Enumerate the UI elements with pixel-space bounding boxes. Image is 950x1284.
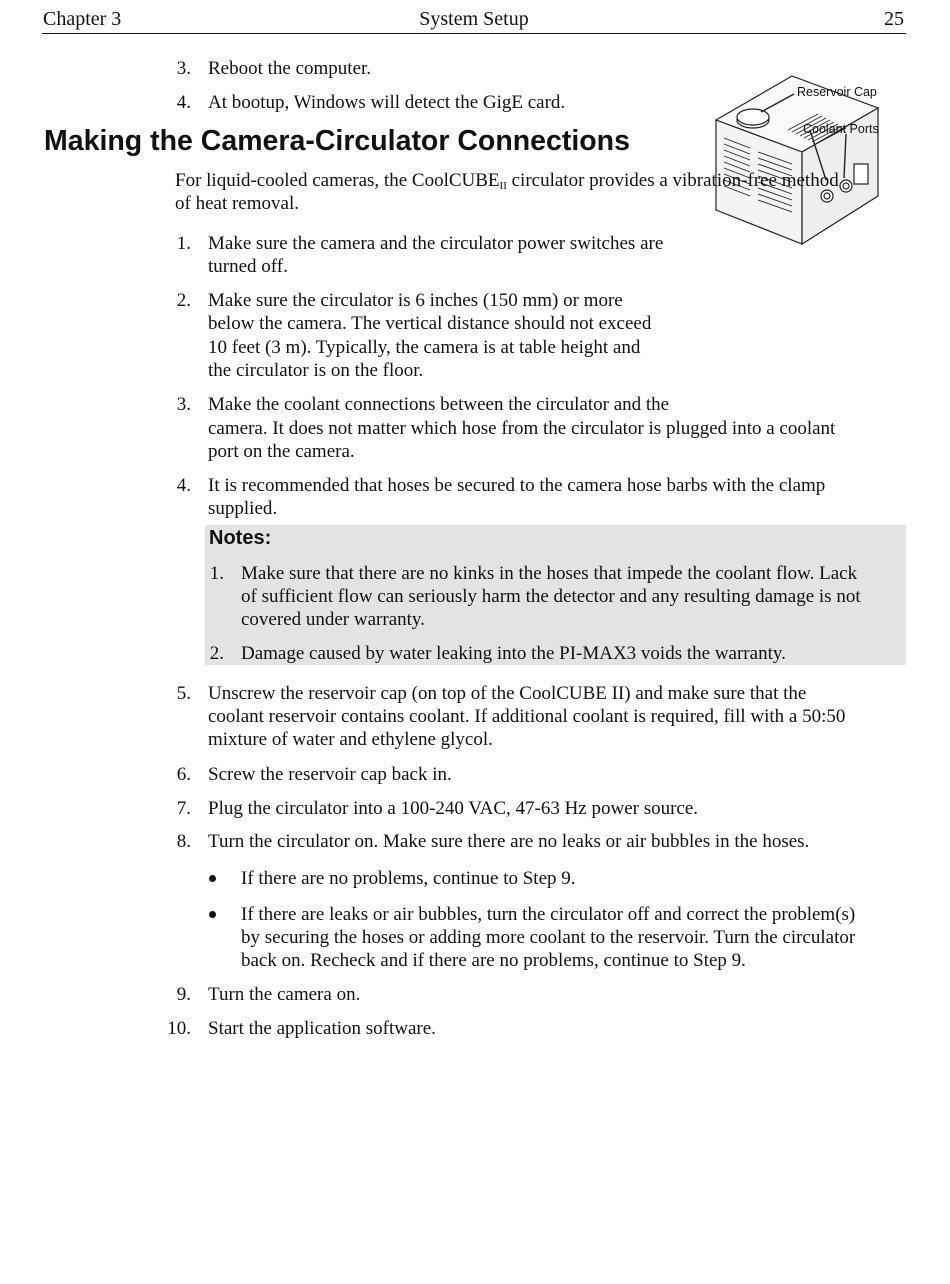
bullet-icon [208, 910, 218, 920]
step-number: 9. [176, 984, 191, 1005]
step-number: 1. [176, 233, 191, 254]
step-number: 7. [176, 798, 191, 819]
step-line: port on the camera. [208, 441, 355, 462]
step-text: At bootup, Windows will detect the GigE card. [208, 92, 566, 113]
header-chapter: Chapter 3 [43, 8, 122, 30]
header-page-number: 25 [884, 8, 904, 30]
step-number: 3. [176, 58, 191, 79]
intro-paragraph-line [175, 169, 839, 192]
step-line: Unscrew the reservoir cap (on top of the CoolCUBE II) and make sure that the [208, 683, 807, 704]
step-number: 8. [176, 831, 191, 852]
note-line: Damage caused by water leaking into the PI-MAX3 voids the warranty. [241, 643, 786, 664]
coolcube-circulator-illustration [706, 68, 892, 248]
note-line: Make sure that there are no kinks in the hoses that impede the coolant flow. Lack [241, 563, 858, 584]
bullet-line: If there are leaks or air bubbles, turn the circulator off and correct the problem(s) [241, 904, 856, 925]
step-number: 6. [176, 764, 191, 785]
step-line: Make sure the circulator is 6 inches (150 mm) or more [208, 290, 623, 311]
bullet-line: back on. Recheck and if there are no problems, continue to Step 9. [241, 950, 746, 971]
header-section-title: System Setup [419, 8, 529, 30]
step-number: 4. [176, 92, 191, 113]
step-line: below the camera. The vertical distance should not exceed [208, 313, 652, 334]
step-line: Make sure the camera and the circulator power switches are [208, 233, 664, 254]
figure-label-coolant-ports: Coolant Ports [803, 122, 879, 136]
note-number: 1. [209, 563, 224, 584]
step-line: Turn the camera on. [208, 984, 361, 1005]
step-number: 2. [176, 290, 191, 311]
bullet-line: If there are no problems, continue to Step 9. [241, 868, 576, 889]
step-line: mixture of water and ethylene glycol. [208, 729, 493, 750]
step-line: Turn the circulator on. Make sure there are no leaks or air bubbles in the hoses. [208, 831, 810, 852]
running-header [42, 7, 906, 34]
step-line: camera. It does not matter which hose from the circulator is plugged into a coolant [208, 418, 836, 439]
note-number: 2. [209, 643, 224, 664]
bullet-icon [208, 874, 218, 884]
step-line: Start the application software. [208, 1018, 436, 1039]
step-line: Plug the circulator into a 100-240 VAC, 47-63 Hz power source. [208, 798, 699, 819]
section-heading: Making the Camera-Circulator Connections [44, 125, 630, 157]
step-line: Make the coolant connections between the circulator and the [208, 394, 670, 415]
intro-subscript: II [499, 180, 507, 192]
notes-title: Notes: [209, 527, 272, 549]
step-number: 4. [176, 475, 191, 496]
step-line: the circulator is on the floor. [208, 360, 424, 381]
bullet-line: by securing the hoses or adding more coolant to the reservoir. Turn the circulator [241, 927, 856, 948]
step-line: turned off. [208, 256, 288, 277]
intro-text: circulator provides a vibration-free method [506, 170, 839, 191]
intro-text: For liquid-cooled cameras, the CoolCUBE [175, 170, 500, 191]
step-line: It is recommended that hoses be secured to the camera hose barbs with the clamp [208, 475, 826, 496]
figure-label-reservoir-cap: Reservoir Cap [797, 85, 877, 99]
note-line: covered under warranty. [241, 609, 425, 630]
step-line: supplied. [208, 498, 278, 519]
step-number: 10. [167, 1018, 191, 1039]
note-line: of sufficient flow can seriously harm the detector and any resulting damage is not [241, 586, 861, 607]
step-text: Reboot the computer. [208, 58, 372, 79]
step-line: 10 feet (3 m). Typically, the camera is at table height and [208, 337, 641, 358]
intro-paragraph-line: of heat removal. [175, 193, 299, 214]
step-number: 5. [176, 683, 191, 704]
step-number: 3. [176, 394, 191, 415]
step-line: coolant reservoir contains coolant. If additional coolant is required, fill with a 50:50 [208, 706, 846, 727]
step-line: Screw the reservoir cap back in. [208, 764, 452, 785]
